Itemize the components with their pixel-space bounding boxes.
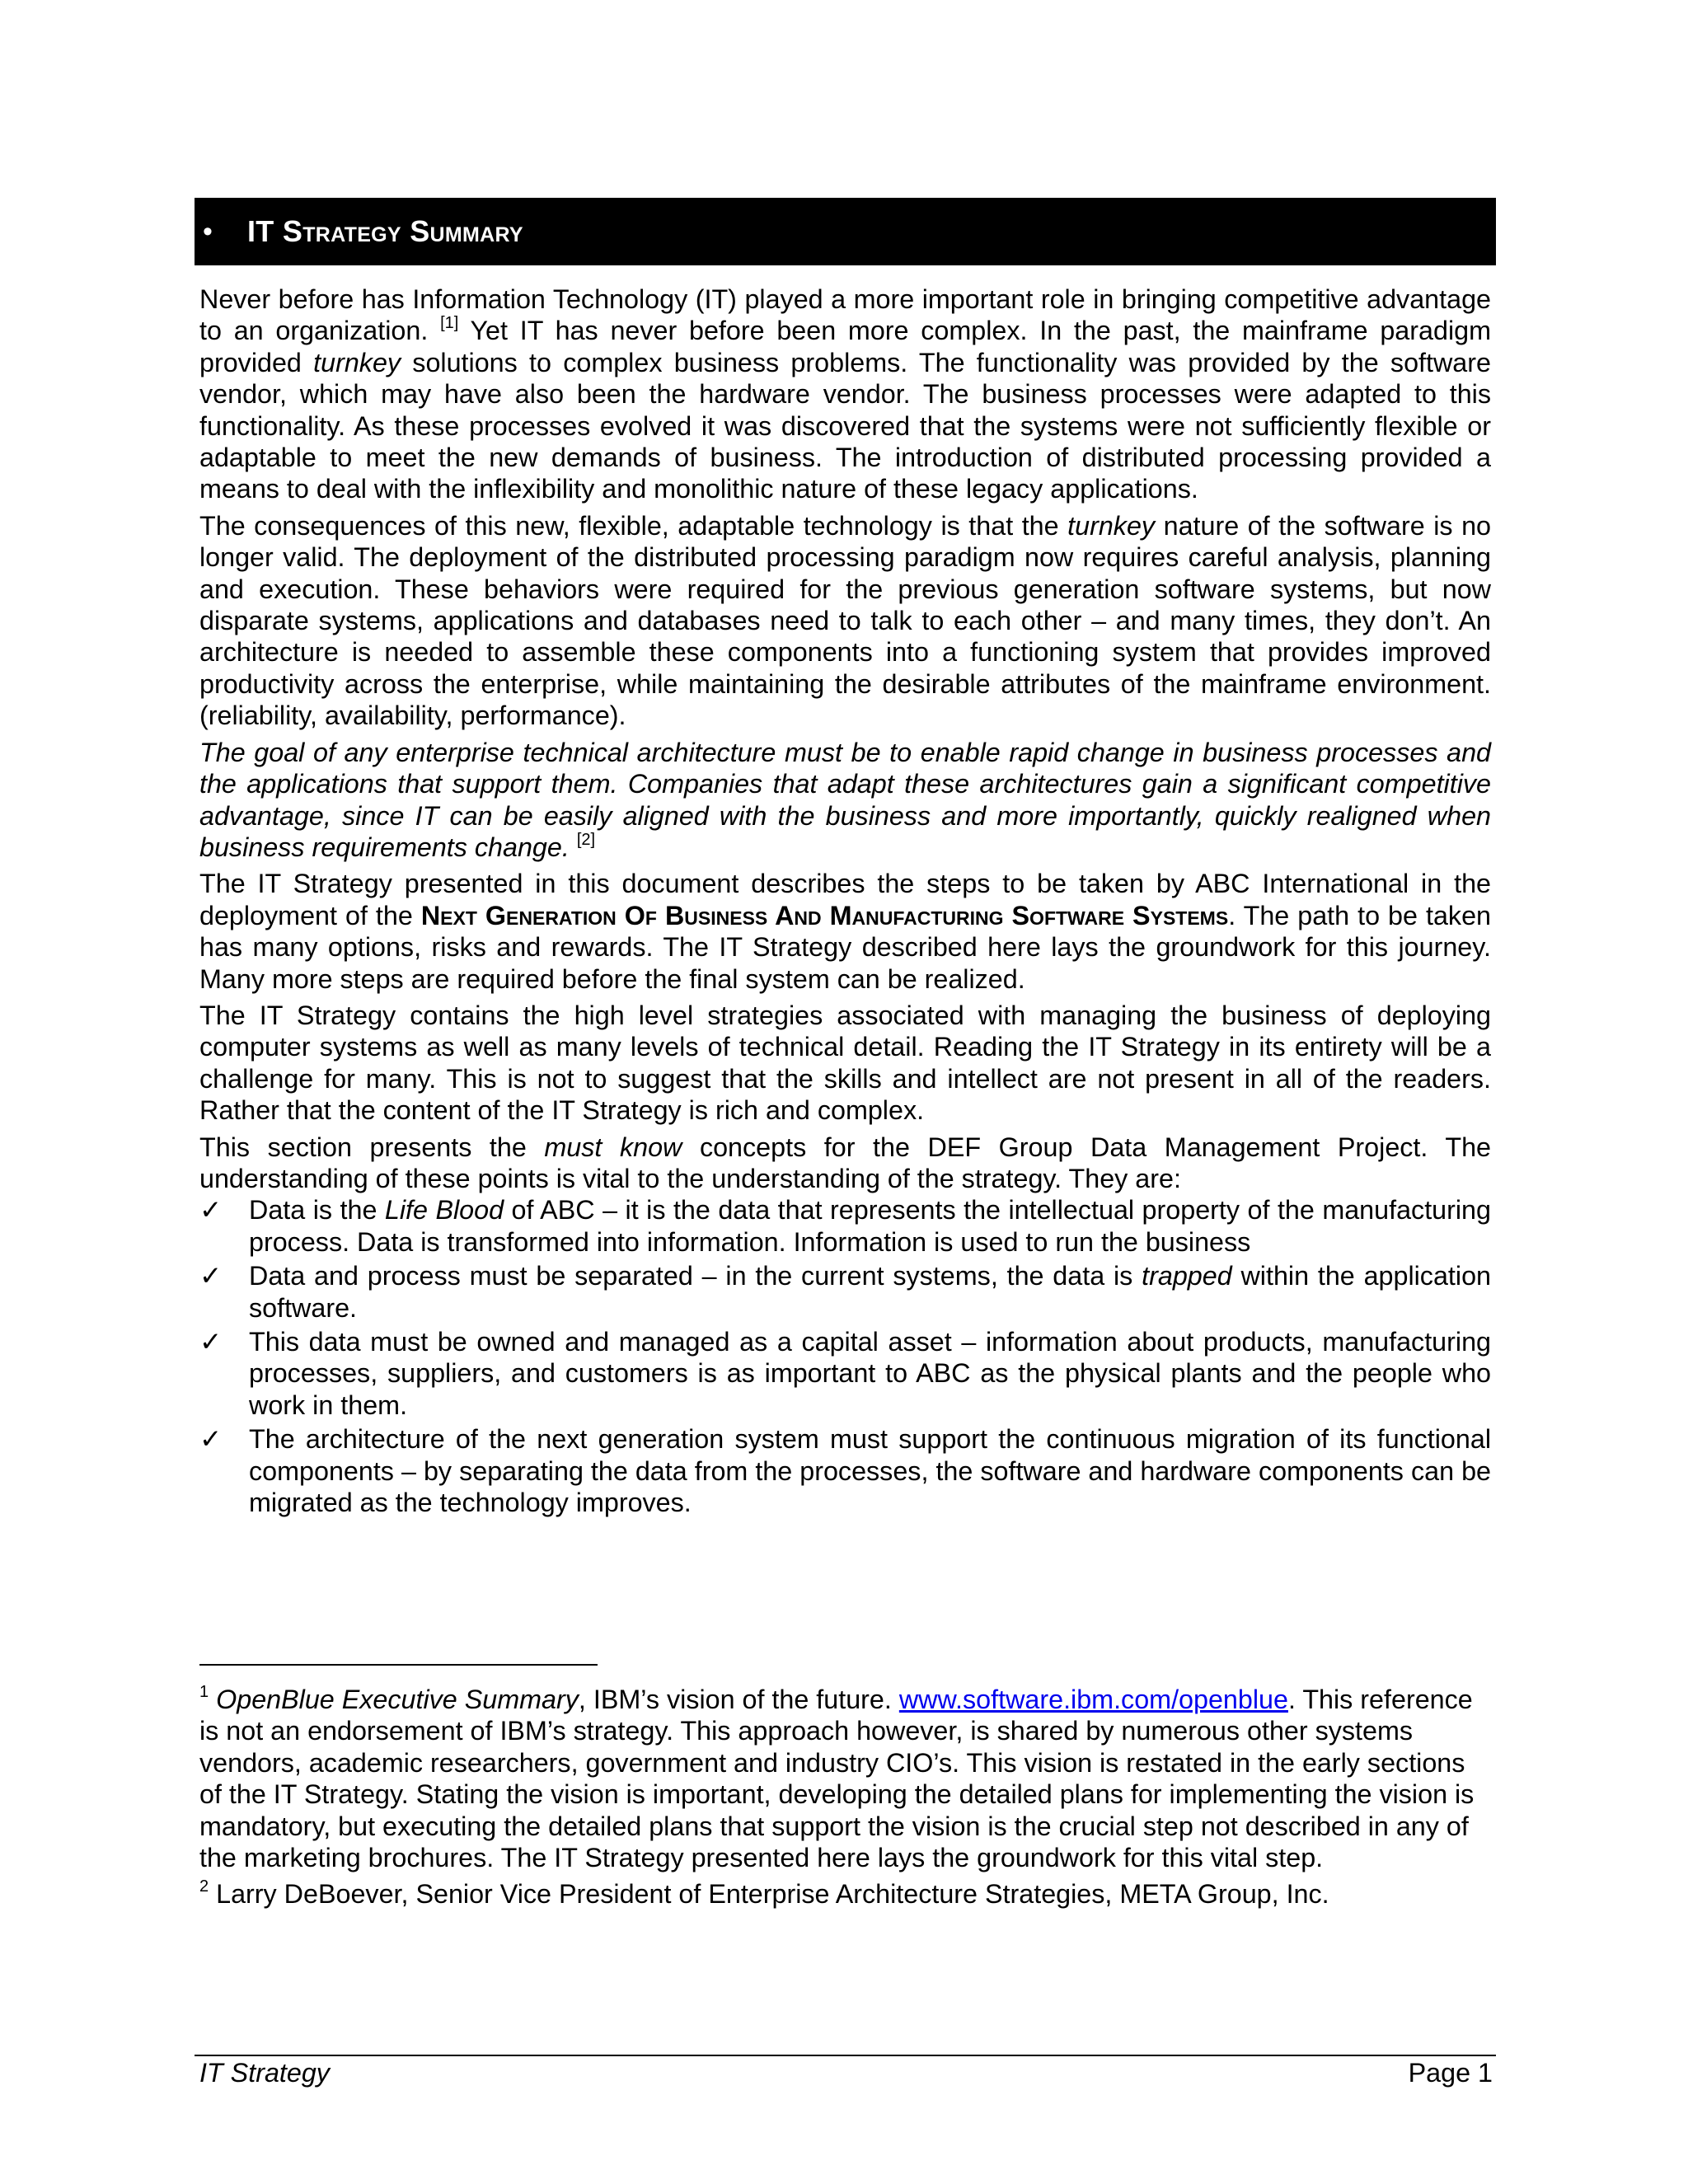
openblue-link[interactable]: www.software.ibm.com/openblue (898, 1685, 1288, 1714)
section-title: IT Strategy Summary (247, 214, 523, 248)
list-item: ✓ This data must be owned and managed as a capital asset – information about products, manufacturing processes, suppliers, and customers is as important to ABC as the physical plants and the people who work in them. (199, 1327, 1491, 1420)
page-number: Page 1 (1408, 2058, 1493, 2088)
footer-document-title: IT Strategy (199, 2058, 330, 2088)
footnote-ref-2[interactable]: [2] (576, 830, 596, 849)
footer-rule (195, 2055, 1496, 2056)
paragraph-6: This section presents the must know concepts for the DEF Group Data Management Project. The understanding of these points is vital to the understanding of the strategy. They are: (199, 1132, 1492, 1193)
footnote-2: $^2$ Larry DeBoever, Senior Vice President of Enterprise Architecture Strategies, META Group, Inc. (199, 1877, 1329, 1910)
paragraph-2: The consequences of this new, flexible, adaptable technology is that the turnkey nature of the software is no longer valid. The deployment of the distributed processing paradigm now requires careful analysis, planning and execution. These behaviors were required for the previous generation software systems, but now disparate systems, applications and databases need to talk to each other – and many times, they don’t. An architecture is needed to assemble these components into a functioning system that provides improved productivity across the enterprise, while maintaining the desirable attributes of the mainframe environment. (reliability, availability, performance). (199, 510, 1491, 731)
checkmark-icon: ✓ (199, 1195, 223, 1226)
footnotes (199, 1684, 1491, 1915)
footnote-separator (199, 1664, 598, 1666)
bullet-icon: • (203, 216, 213, 247)
footnote-ref-1[interactable]: [1] (440, 314, 459, 333)
must-know-list (199, 1194, 1491, 1518)
paragraph-1: Never before has Information Technology (IT) played a more important role in bringing competitive advantage to an organization. [1] Yet IT has never before been more complex. In the past, the mainframe paradigm provided turnkey solutions to complex business problems. The functionality was provided by the software vendor, which may have also been the hardware vendor. The business processes were adapted to this functionality. As these processes evolved it was discovered that the systems were not sufficiently flexible or adaptable to meet the new demands of business. The introduction of distributed processing provided a means to deal with the inflexibility and monolithic nature of these legacy applications. (199, 284, 1491, 504)
footnote-1: $^1$ OpenBlue Executive Summary, IBM’s vision of the future. www.software.ibm.com/openblue. This reference is not an endorsement of IBM’s strategy. This approach however, is shared by numerous other systems vendors, academic researchers, government and industry CIO’s. This vision is restated in the early sections of the IT Strategy. Stating the vision is important, developing the detailed plans for implementing the vision is mandatory, but executing the detailed plans that support the vision is the crucial step not described in any of the marketing brochures. The IT Strategy presented here lays the groundwork for this vital step. (199, 1683, 1475, 1873)
paragraph-3-quote: The goal of any enterprise technical architecture must be to enable rapid change in business processes and the applications that support them. Companies that adapt these architectures gain a significant competitive advantage, since IT can be easily aligned with the business and more importantly, quickly realigned when business requirements change. [2] (199, 737, 1491, 862)
paragraph-5: The IT Strategy contains the high level strategies associated with managing the business of deploying computer systems as well as many levels of technical detail. Reading the IT Strategy in its entirety will be a challenge for many. This is not to suggest that the skills and intellect are not present in all of the readers. Rather that the content of the IT Strategy is rich and complex. (199, 1000, 1491, 1126)
section-heading (195, 198, 1496, 265)
body-text (199, 284, 1491, 1521)
paragraph-4: The IT Strategy presented in this document describes the steps to be taken by ABC International in the deployment of the Next Generation Of Business And Manufacturing Software Systems. The path to be taken has many options, risks and rewards. The IT Strategy described here lays the groundwork for this journey. Many more steps are required before the final system can be realized. (199, 869, 1491, 994)
list-item: ✓ Data is the Life Blood of ABC – it is the data that represents the intellectual property of the manufacturing process. Data is transformed into information. Information is used to run the business (199, 1195, 1491, 1257)
checkmark-icon: ✓ (199, 1261, 223, 1291)
checkmark-icon: ✓ (199, 1424, 223, 1455)
list-item: ✓ Data and process must be separated – in the current systems, the data is trapped within the application software. (199, 1261, 1491, 1323)
list-item: ✓ The architecture of the next generation system must support the continuous migration of its functional components – by separating the data from the processes, the software and hardware components can be migrated as the technology improves. (199, 1424, 1491, 1518)
system-name: Next Generation Of Business And Manufacturing Software Systems (420, 900, 1229, 930)
checkmark-icon: ✓ (199, 1327, 223, 1357)
